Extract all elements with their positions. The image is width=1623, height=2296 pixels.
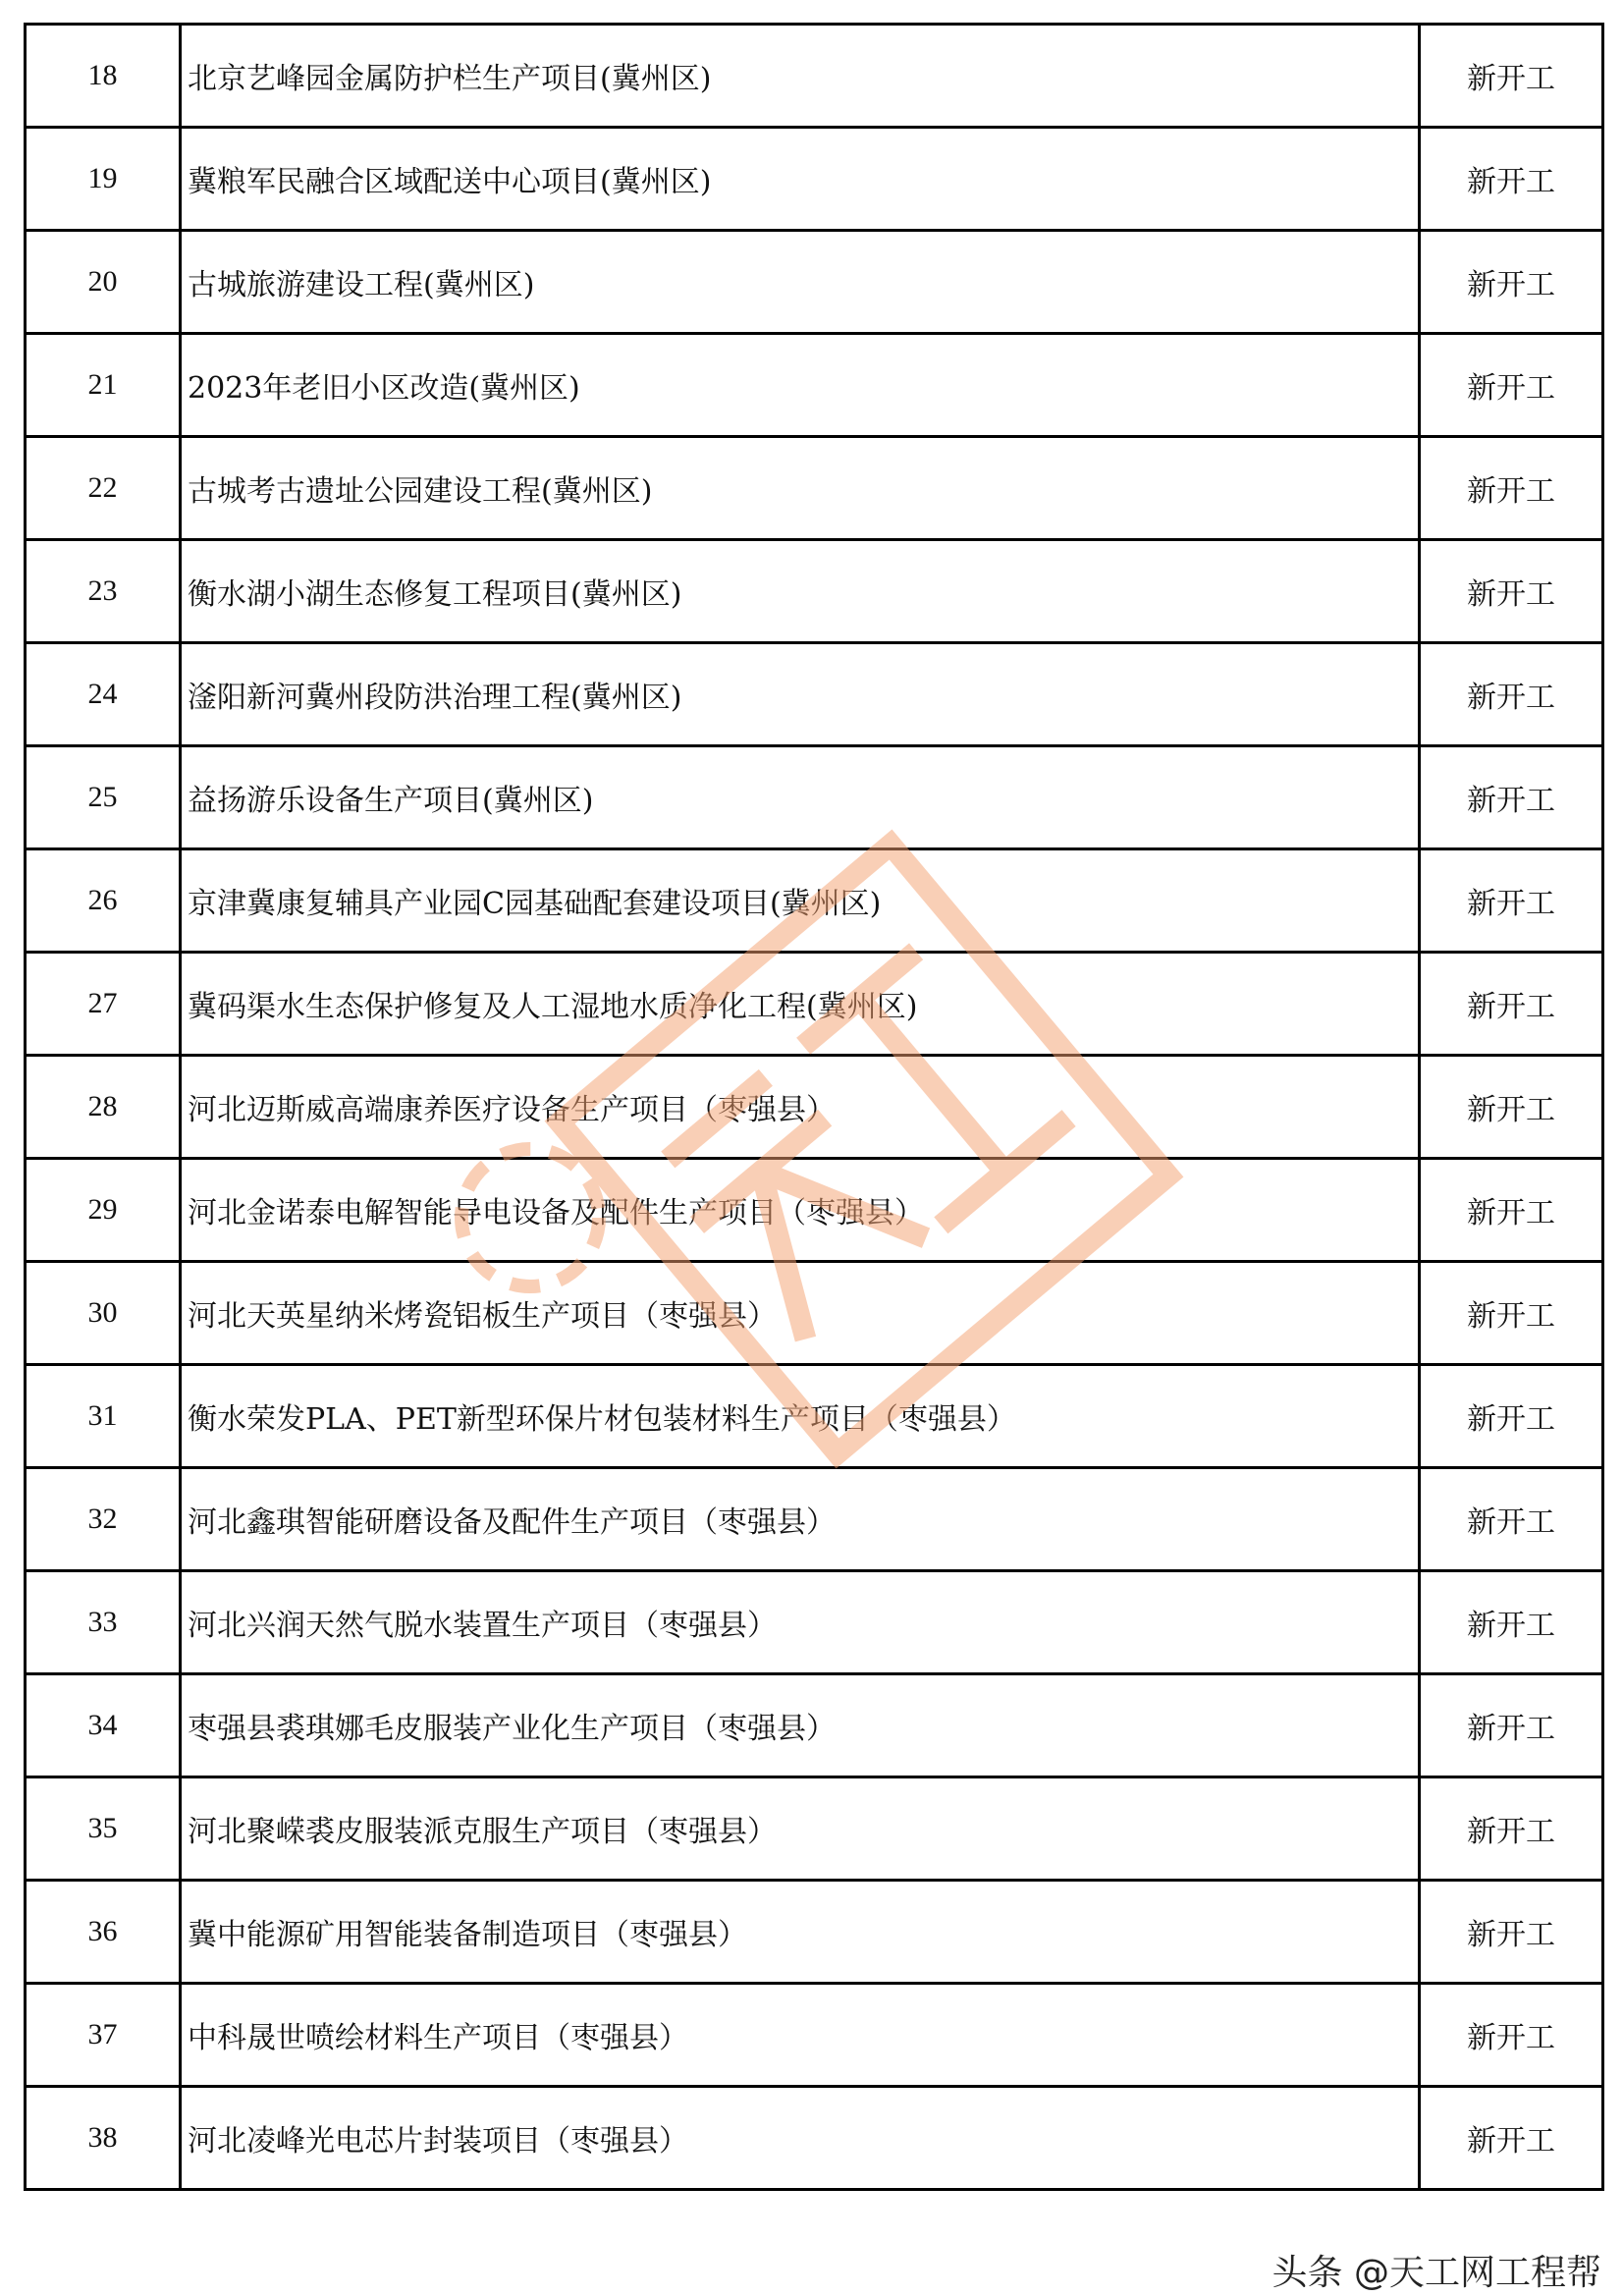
row-number: 21 <box>26 334 181 437</box>
row-number: 28 <box>26 1056 181 1159</box>
project-name: 京津冀康复辅具产业园C园基础配套建设项目(冀州区) <box>181 849 1420 953</box>
project-name: 河北凌峰光电芯片封装项目（枣强县） <box>181 2087 1420 2190</box>
project-status: 新开工 <box>1420 849 1603 953</box>
project-name: 冀码渠水生态保护修复及人工湿地水质净化工程(冀州区) <box>181 953 1420 1056</box>
project-status: 新开工 <box>1420 1674 1603 1777</box>
table-row <box>26 1056 1603 1159</box>
project-name: 河北迈斯威高端康养医疗设备生产项目（枣强县） <box>181 1056 1420 1159</box>
project-name: 冀粮军民融合区域配送中心项目(冀州区) <box>181 128 1420 231</box>
project-name: 中科晟世喷绘材料生产项目（枣强县） <box>181 1984 1420 2087</box>
project-status: 新开工 <box>1420 25 1603 128</box>
project-name: 河北鑫琪智能研磨设备及配件生产项目（枣强县） <box>181 1468 1420 1571</box>
project-status: 新开工 <box>1420 1571 1603 1674</box>
table-row <box>26 1365 1603 1468</box>
table-row <box>26 25 1603 128</box>
table-row <box>26 849 1603 953</box>
project-status: 新开工 <box>1420 437 1603 540</box>
project-name: 益扬游乐设备生产项目(冀州区) <box>181 746 1420 849</box>
row-number: 29 <box>26 1159 181 1262</box>
row-number: 38 <box>26 2087 181 2190</box>
project-name: 河北天英星纳米烤瓷铝板生产项目（枣强县） <box>181 1262 1420 1365</box>
row-number: 26 <box>26 849 181 953</box>
footer-attribution: 头条 @天工网工程帮 <box>1271 2253 1601 2293</box>
project-status: 新开工 <box>1420 334 1603 437</box>
project-status: 新开工 <box>1420 1984 1603 2087</box>
project-status: 新开工 <box>1420 1365 1603 1468</box>
project-status: 新开工 <box>1420 1468 1603 1571</box>
project-status: 新开工 <box>1420 1262 1603 1365</box>
project-status: 新开工 <box>1420 746 1603 849</box>
project-table <box>24 23 1604 2191</box>
project-name: 滏阳新河冀州段防洪治理工程(冀州区) <box>181 643 1420 746</box>
row-number: 19 <box>26 128 181 231</box>
project-name: 2023年老旧小区改造(冀州区) <box>181 334 1420 437</box>
project-status: 新开工 <box>1420 231 1603 334</box>
row-number: 32 <box>26 1468 181 1571</box>
table-row <box>26 540 1603 643</box>
project-status: 新开工 <box>1420 1777 1603 1881</box>
table-row <box>26 643 1603 746</box>
table-row <box>26 128 1603 231</box>
row-number: 30 <box>26 1262 181 1365</box>
project-table-body <box>26 25 1603 2190</box>
project-status: 新开工 <box>1420 953 1603 1056</box>
table-row <box>26 953 1603 1056</box>
table-row <box>26 334 1603 437</box>
table-row <box>26 746 1603 849</box>
table-row <box>26 1777 1603 1881</box>
row-number: 34 <box>26 1674 181 1777</box>
project-name: 河北兴润天然气脱水装置生产项目（枣强县） <box>181 1571 1420 1674</box>
table-row <box>26 1262 1603 1365</box>
table-row <box>26 1984 1603 2087</box>
row-number: 33 <box>26 1571 181 1674</box>
project-status: 新开工 <box>1420 128 1603 231</box>
row-number: 27 <box>26 953 181 1056</box>
project-name: 河北金诺泰电解智能导电设备及配件生产项目（枣强县） <box>181 1159 1420 1262</box>
project-name: 冀中能源矿用智能装备制造项目（枣强县） <box>181 1881 1420 1984</box>
project-status: 新开工 <box>1420 1159 1603 1262</box>
project-name: 北京艺峰园金属防护栏生产项目(冀州区) <box>181 25 1420 128</box>
table-row <box>26 2087 1603 2190</box>
project-name: 古城考古遗址公园建设工程(冀州区) <box>181 437 1420 540</box>
project-status: 新开工 <box>1420 2087 1603 2190</box>
row-number: 18 <box>26 25 181 128</box>
table-row <box>26 1674 1603 1777</box>
project-name: 衡水荣发PLA、PET新型环保片材包装材料生产项目（枣强县） <box>181 1365 1420 1468</box>
project-status: 新开工 <box>1420 1056 1603 1159</box>
row-number: 23 <box>26 540 181 643</box>
table-row <box>26 1468 1603 1571</box>
project-name: 枣强县裘琪娜毛皮服装产业化生产项目（枣强县） <box>181 1674 1420 1777</box>
table-row <box>26 1881 1603 1984</box>
project-status: 新开工 <box>1420 540 1603 643</box>
project-name: 河北聚嵘裘皮服装派克服生产项目（枣强县） <box>181 1777 1420 1881</box>
project-status: 新开工 <box>1420 1881 1603 1984</box>
row-number: 22 <box>26 437 181 540</box>
table-row <box>26 1159 1603 1262</box>
row-number: 24 <box>26 643 181 746</box>
row-number: 37 <box>26 1984 181 2087</box>
project-name: 古城旅游建设工程(冀州区) <box>181 231 1420 334</box>
row-number: 25 <box>26 746 181 849</box>
row-number: 20 <box>26 231 181 334</box>
row-number: 36 <box>26 1881 181 1984</box>
table-row <box>26 231 1603 334</box>
project-status: 新开工 <box>1420 643 1603 746</box>
project-name: 衡水湖小湖生态修复工程项目(冀州区) <box>181 540 1420 643</box>
row-number: 35 <box>26 1777 181 1881</box>
table-row <box>26 437 1603 540</box>
row-number: 31 <box>26 1365 181 1468</box>
table-row <box>26 1571 1603 1674</box>
